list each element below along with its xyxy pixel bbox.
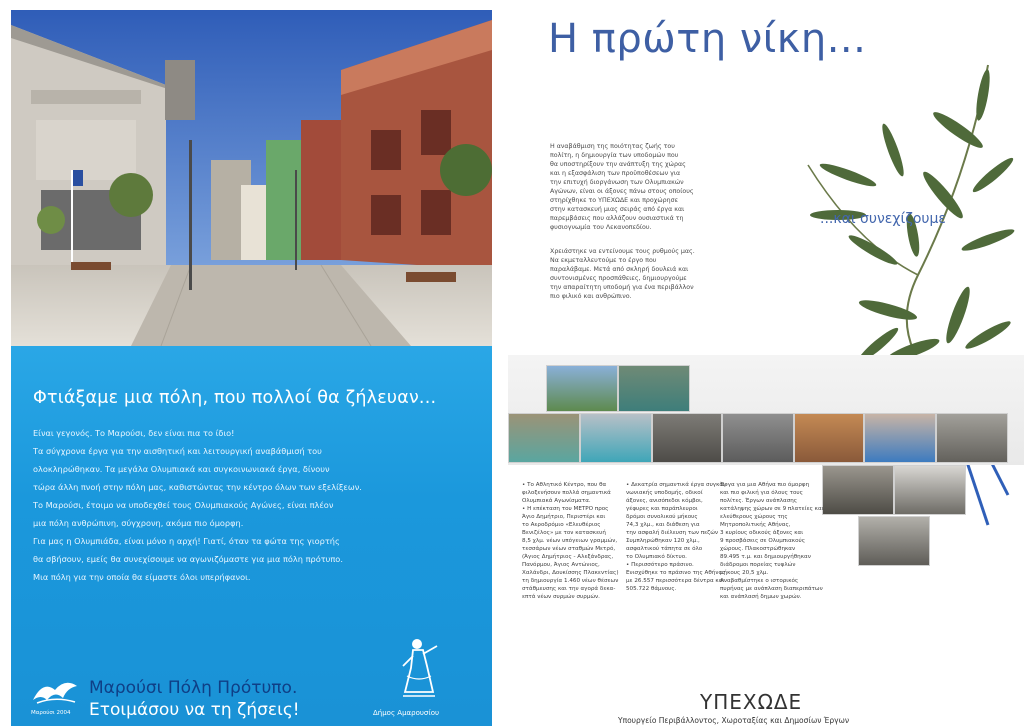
column-line: διάδρομοι πορείας τυφλών <box>720 562 796 568</box>
body-line: Είναι γεγονός. Το Μαρούσι, δεν είναι πια το ίδιο! <box>33 428 235 438</box>
body-line: ολοκληρώθηκαν. Τα μεγάλα Ολυμπιακά και συγκοινωνιακά έργα, δίνουν <box>33 464 330 474</box>
headline: Φτιάξαμε μια πόλη, που πολλοί θα ζήλευαν... <box>33 388 437 408</box>
body-line: τώρα άλλη πνοή στην πόλη μας, καθιστώντας την κέντρο όλων των εξελίξεων. <box>33 482 362 492</box>
column-line: πολίτες. Έργων ανάπλασης <box>720 498 798 504</box>
blue-text-panel <box>11 346 492 726</box>
street-photo <box>11 10 492 346</box>
column-line: και ανάπλασή δημων χωρών. <box>720 594 802 600</box>
column-line: Έργα για μια Αθήνα πιο όμορφη <box>720 482 810 488</box>
photo-thumb <box>858 516 930 566</box>
statue-logo-icon <box>393 636 443 700</box>
column-line: γέφυρες και παράπλευροι <box>626 506 698 512</box>
column-line: το Ολυμπιακό δίκτυο. <box>626 554 687 560</box>
intro-line: και η εξασφάλιση των προϋποθέσεων για <box>550 170 681 177</box>
column-line: • Περισσότερο πράσινο. <box>626 562 694 568</box>
body-line: Μια πόλη για την οποία θα είμαστε όλοι υπερήφανοι. <box>33 572 251 582</box>
intro-line: θα υποστηρίξουν την ανάπτυξη της χώρας <box>550 161 686 168</box>
column-line: • Δεκατρία σημαντικά έργα συγκοι- <box>626 482 727 488</box>
photo-thumb <box>894 465 966 515</box>
photo-thumb <box>722 413 794 463</box>
column-line: φιλοξενήσουν πολλά σημαντικά <box>522 490 611 496</box>
slogan-line-1: Μαρούσι Πόλη Πρότυπο. <box>89 678 298 698</box>
column-line: τη δημιουργία 1.460 νέων θέσεων <box>522 578 619 584</box>
column-line: ασφαλτικού τάπητα σε όλο <box>626 546 703 552</box>
intro-line: φυσιογνωμία του Λεκανοπεδίου. <box>550 224 652 231</box>
intro-line: στηρίχθηκε το ΥΠΕΧΩΔΕ και προχώρησε <box>550 197 679 204</box>
photo-thumb <box>794 413 864 463</box>
slogan-line-2: Ετοιμάσου να τη ζήσεις! <box>89 700 300 720</box>
intro-line: στην κατασκευή μιας σειράς από έργα και <box>550 206 685 213</box>
column-line: Αναβαθμίστηκε ο ιστορικός <box>720 578 799 584</box>
column-line: Βενιζέλος» με τον κατασκευή <box>522 530 606 536</box>
intro-line: Χρειάστηκε να εντείνουμε τους ρυθμούς μας. <box>550 248 695 255</box>
column-line: 89.495 τ.μ. και δημιουργήθηκαν <box>720 554 811 560</box>
column-line: Πανόρμου, Άγιος Αντώνιος, <box>522 562 600 568</box>
column-line: πυρήνας με ανάπλαση διαπεριπάτων <box>720 586 823 592</box>
intro-line: την επιτυχή διοργάνωση των Ολυμπιακών <box>550 179 684 186</box>
column-line: 3 κυρίους οδικούς άξονες και <box>720 530 804 536</box>
column-line: μήκους 20,5 χλμ. <box>720 570 769 576</box>
column-line: 74,3 χλμ., και διάθεση για <box>626 522 700 528</box>
column-line: χώρους. Πλακοστρώθηκαν <box>720 546 796 552</box>
column-line: 9 προσβάσεις σε Ολυμπιακούς <box>720 538 806 544</box>
column-line: με 26.557 περισσότερα δέντρα και <box>626 578 725 584</box>
intro-line: Η αναβάθμιση της ποιότητας ζωής του <box>550 143 675 150</box>
photo-thumb <box>508 413 580 463</box>
column-line: επτά νέων συρμών συρμών. <box>522 594 600 600</box>
column-line: 505.722 θάμνους. <box>626 586 677 592</box>
column-line: Ενισχύθηκε το πράσινο της Αθήνας <box>626 570 726 576</box>
body-line: θα σβήσουν, εμείς θα συνεχίσουμε να αγωνιζόμαστε για μια πόλη πρότυπο. <box>33 554 343 564</box>
intro-line: συντονισμένες προσπάθειες, δημιουργούμε <box>550 275 687 282</box>
body-line: Το Μαρούσι, έτοιμο να υποδεχθεί τους Ολυμπιακούς Αγώνες, είναι πλέον <box>33 500 334 510</box>
column-line: 8,5 χλμ. νέων υπόγειων γραμμών, <box>522 538 618 544</box>
photo-thumb <box>580 413 652 463</box>
column-line: δρόμοι συνολικού μήκους <box>626 514 698 520</box>
photo-strip <box>508 355 1024 465</box>
intro-line: Να εκμεταλλευτούμε το έργο που <box>550 257 657 264</box>
intro-line: παραλάβαμε. Μετά από σκληρή δουλειά και <box>550 266 689 273</box>
column-line: Χαλάνδρι, Δουκίσσης Πλακεντίας) <box>522 570 619 576</box>
column-line: ελεύθερους χώρους της <box>720 514 788 520</box>
photo-thumb <box>618 365 690 412</box>
column-line: Ολυμπιακά Αγωνίσματα. <box>522 498 591 504</box>
marousi-ad-page <box>11 10 492 726</box>
ministry-ad-page <box>508 0 1024 726</box>
column-line: και πιο φιλική για όλους τους <box>720 490 803 496</box>
page-title: Η πρώτη νίκη... <box>548 16 867 62</box>
photo-thumb <box>546 365 618 412</box>
ministry-subtitle: Υπουργείο Περιβάλλοντος, Χωροταξίας και Δημοσίων Έργων <box>618 716 850 725</box>
body-line: μια πόλη ανθρώπινη, σύγχρονη, ακόμα πιο όμορφη. <box>33 518 244 528</box>
photo-thumb <box>822 465 894 515</box>
column-line: κατάληψης χώρων σε 9 πλατείες και <box>720 506 824 512</box>
municipality-label: Δήμος Αμαρουσίου <box>373 709 440 717</box>
ministry-name: ΥΠΕΧΩΔΕ <box>700 690 803 714</box>
intro-line: πιο φιλικό και ανθρώπινο. <box>550 293 632 300</box>
olympic-logo-icon <box>29 676 81 706</box>
column-line: την ασφαλή διέλευση των πεζών <box>626 530 719 536</box>
column-line: (Άγιος Δημήτριος - Αλεξάνδρας, <box>522 554 614 560</box>
body-line: Για μας η Ολυμπιάδα, είναι μόνο η αρχή! Γιατί, όταν τα φώτα της γιορτής <box>33 536 340 546</box>
column-line: Συμπληρώθηκαν 120 χλμ., <box>626 538 700 544</box>
olympic-label: Μαρούσι 2004 <box>31 710 71 716</box>
column-line: νωνιακής υποδομής, οδικοί <box>626 490 703 496</box>
column-line: • Η επέκταση του ΜΕΤΡΟ προς <box>522 506 609 512</box>
column-line: στάθμευσης και την αγορά δεκα- <box>522 586 616 592</box>
column-line: • Το Αθλητικό Κέντρο, που θα <box>522 482 607 488</box>
photo-thumb <box>864 413 936 463</box>
column-line: Άγιο Δημήτριο, Περιστέρι και <box>522 514 606 520</box>
column-line: άξονες, ανισόπεδοι κόμβοι, <box>626 498 703 504</box>
body-line: Τα σύγχρονα έργα για την αισθητική και λειτουργική αναβάθμισή του <box>33 446 322 456</box>
continue-text: ...και συνεχίζουμε <box>820 211 946 227</box>
column-line: Μητροπολιτικής Αθήνας, <box>720 522 791 528</box>
column-line: το Αεροδρόμιο «Ελευθέριος <box>522 522 601 528</box>
column-line: τεσσάρων νέων σταθμών Μετρό, <box>522 546 616 552</box>
intro-line: την απαραίτητη υποδομή για ένα περιβάλλον <box>550 284 694 291</box>
photo-thumb <box>652 413 722 463</box>
intro-line: παρεμβάσεις που αλλάζουν ουσιαστικά τη <box>550 215 684 222</box>
intro-line: Αγώνων, είναι οι άξονες πάνω στους οποίους <box>550 188 694 195</box>
photo-thumb <box>936 413 1008 463</box>
intro-line: πολίτη, η δημιουργία των υποδομών που <box>550 152 679 159</box>
